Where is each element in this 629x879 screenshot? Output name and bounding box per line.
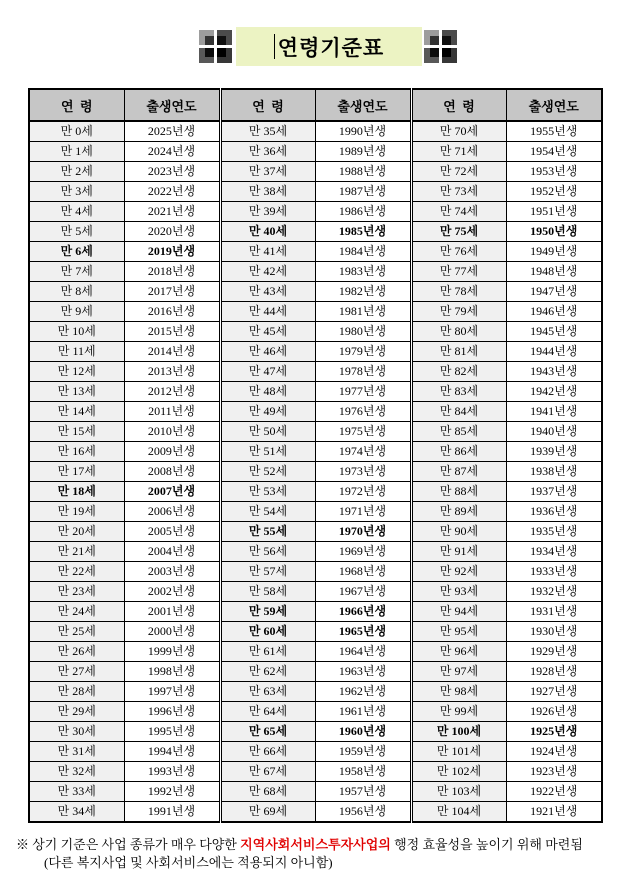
year-cell: 1971년생 bbox=[315, 502, 411, 522]
age-cell: 만 76세 bbox=[411, 242, 506, 262]
table-row bbox=[29, 542, 602, 562]
footnote bbox=[16, 836, 583, 872]
age-cell: 만 80세 bbox=[411, 322, 506, 342]
year-cell: 1982년생 bbox=[315, 282, 411, 302]
age-cell: 만 102세 bbox=[411, 762, 506, 782]
year-cell: 1922년생 bbox=[506, 782, 602, 802]
year-cell: 1950년생 bbox=[506, 222, 602, 242]
year-cell: 1987년생 bbox=[315, 182, 411, 202]
age-cell: 만 69세 bbox=[220, 802, 315, 823]
grid-logo-icon bbox=[424, 30, 457, 63]
year-cell: 1954년생 bbox=[506, 142, 602, 162]
age-cell: 만 79세 bbox=[411, 302, 506, 322]
age-cell: 만 30세 bbox=[29, 722, 124, 742]
table-row bbox=[29, 562, 602, 582]
age-cell: 만 29세 bbox=[29, 702, 124, 722]
year-cell: 1997년생 bbox=[124, 682, 220, 702]
table-row bbox=[29, 442, 602, 462]
table-header-row bbox=[29, 89, 602, 121]
year-cell: 2016년생 bbox=[124, 302, 220, 322]
year-cell: 1941년생 bbox=[506, 402, 602, 422]
year-cell: 1921년생 bbox=[506, 802, 602, 823]
year-cell: 2015년생 bbox=[124, 322, 220, 342]
year-cell: 1949년생 bbox=[506, 242, 602, 262]
table-row bbox=[29, 242, 602, 262]
age-cell: 만 57세 bbox=[220, 562, 315, 582]
age-cell: 만 82세 bbox=[411, 362, 506, 382]
year-cell: 2001년생 bbox=[124, 602, 220, 622]
age-cell: 만 27세 bbox=[29, 662, 124, 682]
year-cell: 1956년생 bbox=[315, 802, 411, 823]
age-cell: 만 33세 bbox=[29, 782, 124, 802]
age-cell: 만 94세 bbox=[411, 602, 506, 622]
age-cell: 만 42세 bbox=[220, 262, 315, 282]
year-cell: 1985년생 bbox=[315, 222, 411, 242]
year-cell: 1931년생 bbox=[506, 602, 602, 622]
year-cell: 1980년생 bbox=[315, 322, 411, 342]
year-cell: 1923년생 bbox=[506, 762, 602, 782]
age-cell: 만 23세 bbox=[29, 582, 124, 602]
footnote-text: ※ 상기 기준은 사업 종류가 매우 다양한 bbox=[16, 837, 241, 852]
table-row bbox=[29, 682, 602, 702]
year-cell: 2010년생 bbox=[124, 422, 220, 442]
footnote-line2: (다른 복지사업 및 사회서비스에는 적용되지 아니함) bbox=[44, 855, 333, 870]
age-cell: 만 93세 bbox=[411, 582, 506, 602]
table-row bbox=[29, 121, 602, 142]
age-cell: 만 86세 bbox=[411, 442, 506, 462]
age-cell: 만 89세 bbox=[411, 502, 506, 522]
year-cell: 1940년생 bbox=[506, 422, 602, 442]
age-cell: 만 88세 bbox=[411, 482, 506, 502]
age-cell: 만 100세 bbox=[411, 722, 506, 742]
age-cell: 만 78세 bbox=[411, 282, 506, 302]
year-cell: 1964년생 bbox=[315, 642, 411, 662]
grid-logo-icon bbox=[199, 30, 232, 63]
age-cell: 만 25세 bbox=[29, 622, 124, 642]
age-cell: 만 10세 bbox=[29, 322, 124, 342]
age-cell: 만 83세 bbox=[411, 382, 506, 402]
year-cell: 1988년생 bbox=[315, 162, 411, 182]
year-cell: 2007년생 bbox=[124, 482, 220, 502]
year-cell: 2002년생 bbox=[124, 582, 220, 602]
age-cell: 만 104세 bbox=[411, 802, 506, 823]
table-row bbox=[29, 722, 602, 742]
year-cell: 2005년생 bbox=[124, 522, 220, 542]
table-row bbox=[29, 742, 602, 762]
year-cell: 1994년생 bbox=[124, 742, 220, 762]
age-cell: 만 12세 bbox=[29, 362, 124, 382]
age-cell: 만 46세 bbox=[220, 342, 315, 362]
age-cell: 만 36세 bbox=[220, 142, 315, 162]
year-cell: 2008년생 bbox=[124, 462, 220, 482]
year-cell: 2014년생 bbox=[124, 342, 220, 362]
year-cell: 1986년생 bbox=[315, 202, 411, 222]
year-cell: 1992년생 bbox=[124, 782, 220, 802]
year-cell: 2012년생 bbox=[124, 382, 220, 402]
table-row bbox=[29, 402, 602, 422]
year-cell: 1926년생 bbox=[506, 702, 602, 722]
year-cell: 1932년생 bbox=[506, 582, 602, 602]
footnote-text: 행정 효율성을 높이기 위해 마련됨 bbox=[390, 837, 583, 852]
year-cell: 1942년생 bbox=[506, 382, 602, 402]
age-cell: 만 5세 bbox=[29, 222, 124, 242]
page-title: 연령기준표 bbox=[277, 35, 385, 60]
table-row bbox=[29, 302, 602, 322]
year-cell: 1970년생 bbox=[315, 522, 411, 542]
age-cell: 만 103세 bbox=[411, 782, 506, 802]
table-row bbox=[29, 482, 602, 502]
year-cell: 1934년생 bbox=[506, 542, 602, 562]
age-cell: 만 55세 bbox=[220, 522, 315, 542]
grid-logo-square bbox=[424, 48, 439, 63]
age-table-body bbox=[29, 121, 602, 822]
year-cell: 1963년생 bbox=[315, 662, 411, 682]
grid-logo-square bbox=[217, 30, 232, 45]
year-cell: 1955년생 bbox=[506, 121, 602, 142]
age-cell: 만 3세 bbox=[29, 182, 124, 202]
year-cell: 1945년생 bbox=[506, 322, 602, 342]
year-cell: 1958년생 bbox=[315, 762, 411, 782]
age-cell: 만 61세 bbox=[220, 642, 315, 662]
year-cell: 2023년생 bbox=[124, 162, 220, 182]
age-cell: 만 53세 bbox=[220, 482, 315, 502]
age-cell: 만 47세 bbox=[220, 362, 315, 382]
year-cell: 2024년생 bbox=[124, 142, 220, 162]
year-cell: 1947년생 bbox=[506, 282, 602, 302]
table-row bbox=[29, 662, 602, 682]
age-table bbox=[28, 88, 603, 823]
table-row bbox=[29, 582, 602, 602]
year-cell: 1937년생 bbox=[506, 482, 602, 502]
table-row bbox=[29, 202, 602, 222]
footnote-line1 bbox=[16, 836, 583, 854]
year-cell: 1968년생 bbox=[315, 562, 411, 582]
year-cell: 2021년생 bbox=[124, 202, 220, 222]
age-cell: 만 84세 bbox=[411, 402, 506, 422]
year-cell: 2022년생 bbox=[124, 182, 220, 202]
age-cell: 만 24세 bbox=[29, 602, 124, 622]
table-row bbox=[29, 702, 602, 722]
year-cell: 2006년생 bbox=[124, 502, 220, 522]
age-cell: 만 8세 bbox=[29, 282, 124, 302]
age-cell: 만 68세 bbox=[220, 782, 315, 802]
age-cell: 만 34세 bbox=[29, 802, 124, 823]
year-cell: 1928년생 bbox=[506, 662, 602, 682]
age-cell: 만 43세 bbox=[220, 282, 315, 302]
header-birth-year: 출생연도 bbox=[315, 89, 411, 121]
age-cell: 만 40세 bbox=[220, 222, 315, 242]
table-row bbox=[29, 762, 602, 782]
age-cell: 만 73세 bbox=[411, 182, 506, 202]
age-cell: 만 37세 bbox=[220, 162, 315, 182]
age-cell: 만 22세 bbox=[29, 562, 124, 582]
age-cell: 만 44세 bbox=[220, 302, 315, 322]
age-cell: 만 16세 bbox=[29, 442, 124, 462]
age-cell: 만 9세 bbox=[29, 302, 124, 322]
age-cell: 만 19세 bbox=[29, 502, 124, 522]
age-cell: 만 38세 bbox=[220, 182, 315, 202]
table-row bbox=[29, 502, 602, 522]
year-cell: 2004년생 bbox=[124, 542, 220, 562]
age-cell: 만 15세 bbox=[29, 422, 124, 442]
age-cell: 만 77세 bbox=[411, 262, 506, 282]
year-cell: 1978년생 bbox=[315, 362, 411, 382]
age-cell: 만 48세 bbox=[220, 382, 315, 402]
year-cell: 2011년생 bbox=[124, 402, 220, 422]
age-cell: 만 21세 bbox=[29, 542, 124, 562]
age-cell: 만 101세 bbox=[411, 742, 506, 762]
title-box bbox=[236, 27, 422, 66]
age-cell: 만 98세 bbox=[411, 682, 506, 702]
age-cell: 만 91세 bbox=[411, 542, 506, 562]
year-cell: 1925년생 bbox=[506, 722, 602, 742]
year-cell: 1991년생 bbox=[124, 802, 220, 823]
age-cell: 만 81세 bbox=[411, 342, 506, 362]
table-row bbox=[29, 322, 602, 342]
header-age: 연 령 bbox=[411, 89, 506, 121]
table-row bbox=[29, 182, 602, 202]
year-cell: 1976년생 bbox=[315, 402, 411, 422]
table-row bbox=[29, 162, 602, 182]
table-row bbox=[29, 362, 602, 382]
age-cell: 만 17세 bbox=[29, 462, 124, 482]
age-cell: 만 95세 bbox=[411, 622, 506, 642]
footnote-highlight: 지역사회서비스투자사업의 bbox=[240, 837, 391, 852]
table-row bbox=[29, 802, 602, 823]
age-cell: 만 62세 bbox=[220, 662, 315, 682]
grid-logo-square bbox=[424, 30, 439, 45]
header-birth-year: 출생연도 bbox=[506, 89, 602, 121]
age-cell: 만 52세 bbox=[220, 462, 315, 482]
age-cell: 만 32세 bbox=[29, 762, 124, 782]
age-cell: 만 0세 bbox=[29, 121, 124, 142]
year-cell: 2000년생 bbox=[124, 622, 220, 642]
age-cell: 만 45세 bbox=[220, 322, 315, 342]
year-cell: 1936년생 bbox=[506, 502, 602, 522]
age-cell: 만 18세 bbox=[29, 482, 124, 502]
age-cell: 만 66세 bbox=[220, 742, 315, 762]
year-cell: 1930년생 bbox=[506, 622, 602, 642]
year-cell: 1935년생 bbox=[506, 522, 602, 542]
year-cell: 2025년생 bbox=[124, 121, 220, 142]
age-cell: 만 63세 bbox=[220, 682, 315, 702]
table-row bbox=[29, 262, 602, 282]
table-row bbox=[29, 342, 602, 362]
year-cell: 1972년생 bbox=[315, 482, 411, 502]
age-cell: 만 74세 bbox=[411, 202, 506, 222]
year-cell: 1983년생 bbox=[315, 262, 411, 282]
year-cell: 1952년생 bbox=[506, 182, 602, 202]
year-cell: 1960년생 bbox=[315, 722, 411, 742]
year-cell: 2013년생 bbox=[124, 362, 220, 382]
year-cell: 1927년생 bbox=[506, 682, 602, 702]
age-cell: 만 35세 bbox=[220, 121, 315, 142]
year-cell: 1966년생 bbox=[315, 602, 411, 622]
header-age: 연 령 bbox=[220, 89, 315, 121]
year-cell: 1959년생 bbox=[315, 742, 411, 762]
header-birth-year: 출생연도 bbox=[124, 89, 220, 121]
year-cell: 1961년생 bbox=[315, 702, 411, 722]
year-cell: 1924년생 bbox=[506, 742, 602, 762]
year-cell: 2018년생 bbox=[124, 262, 220, 282]
year-cell: 2017년생 bbox=[124, 282, 220, 302]
year-cell: 1944년생 bbox=[506, 342, 602, 362]
table-row bbox=[29, 462, 602, 482]
age-cell: 만 96세 bbox=[411, 642, 506, 662]
age-cell: 만 54세 bbox=[220, 502, 315, 522]
age-cell: 만 51세 bbox=[220, 442, 315, 462]
year-cell: 1990년생 bbox=[315, 121, 411, 142]
age-cell: 만 58세 bbox=[220, 582, 315, 602]
grid-logo-square bbox=[199, 30, 214, 45]
table-row bbox=[29, 282, 602, 302]
grid-logo-square bbox=[199, 48, 214, 63]
table-row bbox=[29, 642, 602, 662]
year-cell: 2003년생 bbox=[124, 562, 220, 582]
age-cell: 만 59세 bbox=[220, 602, 315, 622]
age-cell: 만 70세 bbox=[411, 121, 506, 142]
grid-logo-square bbox=[217, 48, 232, 63]
year-cell: 2019년생 bbox=[124, 242, 220, 262]
year-cell: 1979년생 bbox=[315, 342, 411, 362]
year-cell: 2020년생 bbox=[124, 222, 220, 242]
age-cell: 만 87세 bbox=[411, 462, 506, 482]
year-cell: 1948년생 bbox=[506, 262, 602, 282]
age-cell: 만 28세 bbox=[29, 682, 124, 702]
table-row bbox=[29, 522, 602, 542]
year-cell: 1938년생 bbox=[506, 462, 602, 482]
age-cell: 만 64세 bbox=[220, 702, 315, 722]
age-cell: 만 41세 bbox=[220, 242, 315, 262]
age-cell: 만 92세 bbox=[411, 562, 506, 582]
text-cursor bbox=[274, 34, 275, 59]
year-cell: 1951년생 bbox=[506, 202, 602, 222]
age-cell: 만 99세 bbox=[411, 702, 506, 722]
year-cell: 1933년생 bbox=[506, 562, 602, 582]
age-cell: 만 31세 bbox=[29, 742, 124, 762]
year-cell: 1984년생 bbox=[315, 242, 411, 262]
age-cell: 만 67세 bbox=[220, 762, 315, 782]
age-cell: 만 1세 bbox=[29, 142, 124, 162]
year-cell: 1943년생 bbox=[506, 362, 602, 382]
year-cell: 1981년생 bbox=[315, 302, 411, 322]
age-cell: 만 49세 bbox=[220, 402, 315, 422]
age-cell: 만 71세 bbox=[411, 142, 506, 162]
age-cell: 만 14세 bbox=[29, 402, 124, 422]
table-row bbox=[29, 422, 602, 442]
age-cell: 만 60세 bbox=[220, 622, 315, 642]
year-cell: 1967년생 bbox=[315, 582, 411, 602]
year-cell: 1962년생 bbox=[315, 682, 411, 702]
table-row bbox=[29, 382, 602, 402]
year-cell: 1995년생 bbox=[124, 722, 220, 742]
grid-logo-square bbox=[442, 48, 457, 63]
age-cell: 만 75세 bbox=[411, 222, 506, 242]
year-cell: 1975년생 bbox=[315, 422, 411, 442]
age-cell: 만 13세 bbox=[29, 382, 124, 402]
age-cell: 만 11세 bbox=[29, 342, 124, 362]
table-row bbox=[29, 602, 602, 622]
year-cell: 1998년생 bbox=[124, 662, 220, 682]
table-row bbox=[29, 222, 602, 242]
header-age: 연 령 bbox=[29, 89, 124, 121]
age-cell: 만 7세 bbox=[29, 262, 124, 282]
age-cell: 만 26세 bbox=[29, 642, 124, 662]
year-cell: 1957년생 bbox=[315, 782, 411, 802]
age-cell: 만 97세 bbox=[411, 662, 506, 682]
year-cell: 1965년생 bbox=[315, 622, 411, 642]
table-row bbox=[29, 622, 602, 642]
year-cell: 1946년생 bbox=[506, 302, 602, 322]
year-cell: 1996년생 bbox=[124, 702, 220, 722]
age-cell: 만 4세 bbox=[29, 202, 124, 222]
age-cell: 만 2세 bbox=[29, 162, 124, 182]
age-cell: 만 20세 bbox=[29, 522, 124, 542]
table-row bbox=[29, 782, 602, 802]
age-cell: 만 90세 bbox=[411, 522, 506, 542]
age-cell: 만 50세 bbox=[220, 422, 315, 442]
age-cell: 만 65세 bbox=[220, 722, 315, 742]
year-cell: 1977년생 bbox=[315, 382, 411, 402]
grid-logo-square bbox=[442, 30, 457, 45]
age-cell: 만 39세 bbox=[220, 202, 315, 222]
year-cell: 1993년생 bbox=[124, 762, 220, 782]
age-cell: 만 85세 bbox=[411, 422, 506, 442]
year-cell: 1939년생 bbox=[506, 442, 602, 462]
table-row bbox=[29, 142, 602, 162]
year-cell: 1969년생 bbox=[315, 542, 411, 562]
year-cell: 1974년생 bbox=[315, 442, 411, 462]
year-cell: 1989년생 bbox=[315, 142, 411, 162]
age-cell: 만 72세 bbox=[411, 162, 506, 182]
year-cell: 2009년생 bbox=[124, 442, 220, 462]
year-cell: 1929년생 bbox=[506, 642, 602, 662]
year-cell: 1953년생 bbox=[506, 162, 602, 182]
age-cell: 만 56세 bbox=[220, 542, 315, 562]
age-cell: 만 6세 bbox=[29, 242, 124, 262]
year-cell: 1999년생 bbox=[124, 642, 220, 662]
year-cell: 1973년생 bbox=[315, 462, 411, 482]
